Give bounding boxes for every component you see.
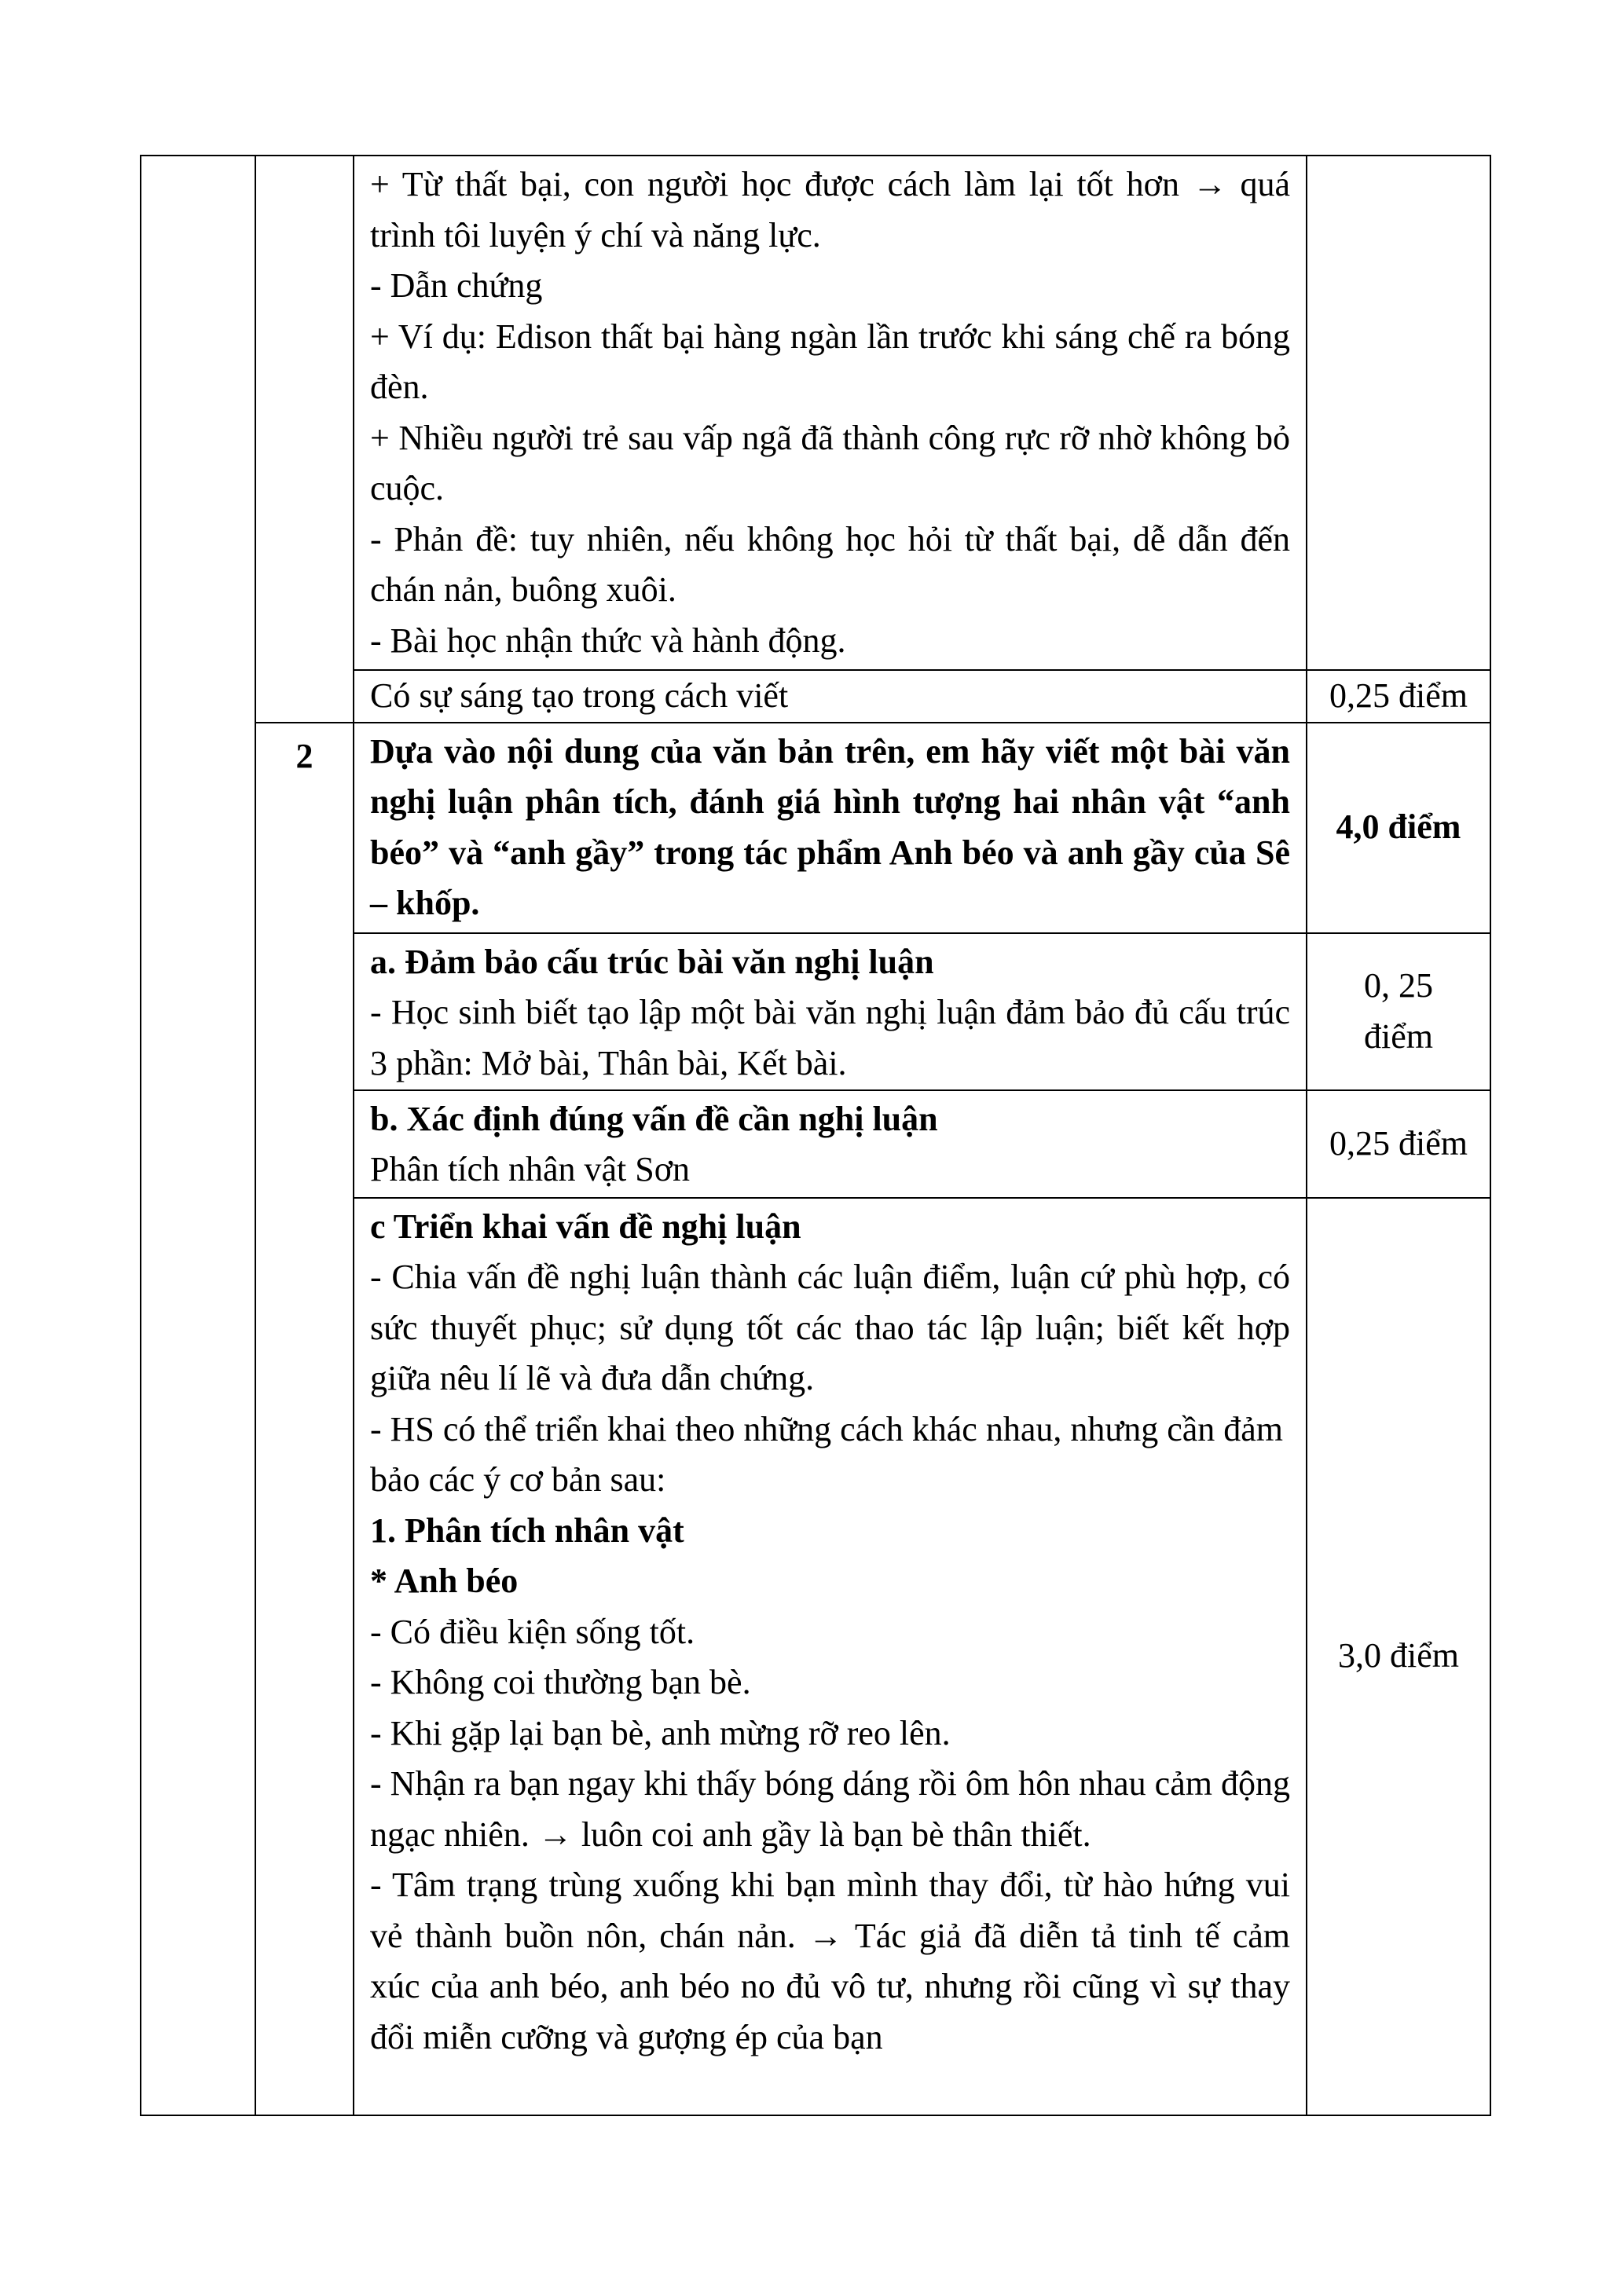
text-line: - Không coi thường bạn bè. (370, 1663, 751, 1701)
criteria-cell (354, 156, 1307, 670)
question-score: 4,0 điểm (1307, 723, 1490, 933)
criteria-c-title: c Triển khai vấn đề nghị luận (370, 1207, 801, 1246)
question-number: 2 (255, 723, 354, 2115)
criteria-c-p1: - Chia vấn đề nghị luận thành các luận điểm, luận cứ phù hợp, có sức thuyết phục; sử dụng tốt các thao tác lập luận; biết kết hợp giữa nêu lí lẽ và đưa dẫn chứng. (370, 1258, 1290, 1397)
text-line: - Tâm trạng trùng xuống khi bạn mình thay đổi, từ hào hứng vui vẻ thành buồn nôn, chán nản. → Tác giả đã diễn tả tinh tế cảm xúc của anh béo, anh béo no đủ vô tư, nhưng rồi cũng vì sự thay đổi miễn cưỡng và gượng ép của bạn (370, 1866, 1290, 2056)
text-line: - Có điều kiện sống tốt. (370, 1612, 695, 1651)
criteria-c (354, 1198, 1307, 2115)
score-cell (1307, 156, 1490, 670)
criteria-c-subheading: * Anh béo (370, 1562, 519, 1600)
criteria-c-score: 3,0 điểm (1307, 1198, 1490, 2115)
text-line: - Dẫn chứng (370, 266, 543, 305)
criteria-b (354, 1090, 1307, 1198)
criteria-a-text: - Học sinh biết tạo lập một bài văn nghị luận đảm bảo đủ cấu trúc 3 phần: Mở bài, Thân bài, Kết bài. (370, 993, 1290, 1082)
question-prompt: Dựa vào nội dung của văn bản trên, em hãy viết một bài văn nghị luận phân tích, đánh giá hình tượng hai nhân vật “anh béo” và “anh gầy” trong tác phẩm Anh béo và anh gầy của Sê – khốp. (354, 723, 1307, 933)
grading-table (140, 155, 1491, 2116)
text-line: - Nhận ra bạn ngay khi thấy bóng dáng rồi ôm hôn nhau cảm động ngạc nhiên. → luôn coi anh gầy là bạn bè thân thiết. (370, 1764, 1290, 1854)
criteria-a (354, 933, 1307, 1090)
criteria-c-p2: - HS có thể triển khai theo những cách khác nhau, nhưng cần đảm bảo các ý cơ bản sau: (370, 1409, 1284, 1499)
creative-score: 0,25 điểm (1307, 670, 1490, 723)
text-line: + Ví dụ: Edison thất bại hàng ngàn lần trước khi sáng chế ra bóng đèn. (370, 317, 1290, 406)
criteria-b-title: b. Xác định đúng vấn đề cần nghị luận (370, 1099, 938, 1138)
criteria-b-text: Phân tích nhân vật Sơn (370, 1150, 690, 1188)
criteria-c-heading: 1. Phân tích nhân vật (370, 1511, 684, 1550)
criteria-a-title: a. Đảm bảo cấu trúc bài văn nghị luận (370, 942, 934, 981)
creative-criteria: Có sự sáng tạo trong cách viết (354, 670, 1307, 723)
text-line: - Phản đề: tuy nhiên, nếu không học hỏi từ thất bại, dễ dẫn đến chán nản, buông xuôi. (370, 519, 1290, 609)
text-line: + Từ thất bại, con người học được cách làm lại tốt hơn → quá trình tôi luyện ý chí và năng lực. (370, 165, 1290, 255)
text-line: - Khi gặp lại bạn bè, anh mừng rỡ reo lên. (370, 1713, 951, 1752)
text-line: + Nhiều người trẻ sau vấp ngã đã thành công rực rỡ nhờ không bỏ cuộc. (370, 418, 1290, 507)
sub-index-cell (255, 156, 354, 723)
criteria-a-score: 0, 25 điểm (1307, 933, 1490, 1090)
text-line: - Bài học nhận thức và hành động. (370, 621, 846, 660)
index-column (141, 156, 255, 2115)
criteria-b-score: 0,25 điểm (1307, 1090, 1490, 1198)
